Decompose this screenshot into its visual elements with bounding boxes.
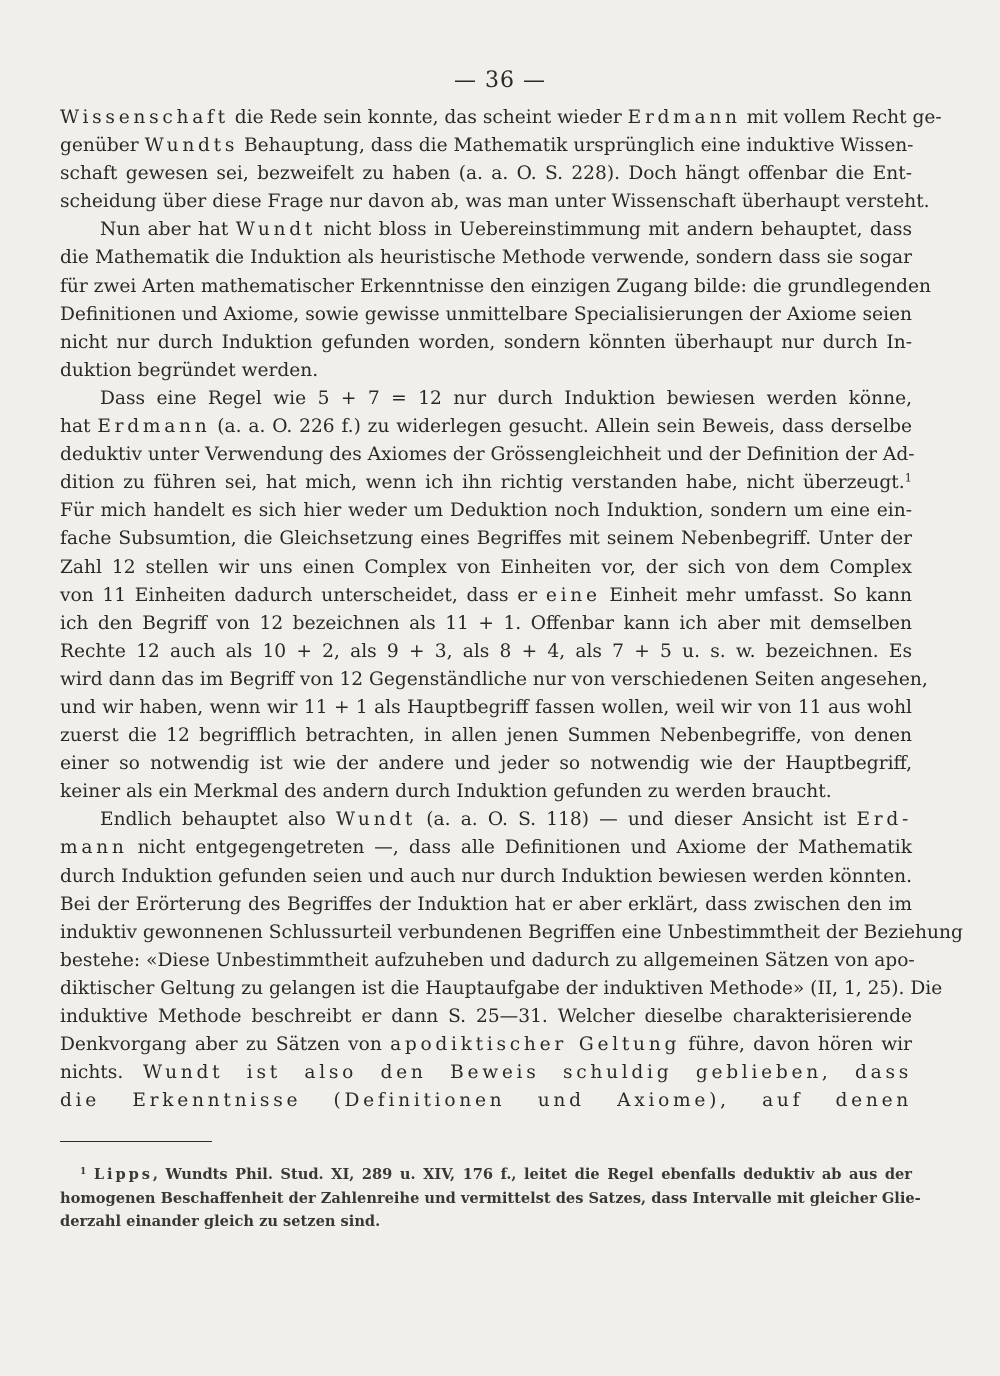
text-line: genüber Wundts Behauptung, dass die Mathematik ursprünglich eine induktive Wissen- [60,135,914,157]
text-line: die Mathematik die Induktion als heuristische Methode verwende, sondern dass sie sogar [60,247,912,269]
text-line: deduktiv unter Verwendung des Axiomes der Grössengleichheit und der Definition der Ad- [60,444,915,466]
footnote-ref: 1 [904,470,912,485]
body-text [60,104,963,1115]
text-line: für zwei Arten mathematischer Erkenntnisse den einzigen Zugang bilde: die grundlegenden [60,275,931,297]
text-line: keiner als ein Merkmal des andern durch Induktion gefunden zu werden braucht. [60,781,832,803]
text-line: durch Induktion gefunden seien und auch nur durch Induktion bewiesen werden könnten. [60,865,912,887]
text-line: Wissenschaft die Rede sein konnte, das scheint wieder Erdmann mit vollem Recht ge- [60,107,942,128]
text-line-spaced: Wundt [335,809,417,831]
text-line: fache Subsumtion, die Gleichsetzung eines Begriffes mit seinem Nebenbegriff. Unter der [60,528,912,550]
text-line-spaced: apodiktischer Geltung [390,1034,681,1056]
text-line [60,1087,912,1115]
text-line-spaced: Erdmann [97,416,211,438]
footnote-divider [60,1141,212,1142]
text-line-spaced: mann [60,837,128,859]
footnote [60,1163,921,1234]
text-line: nichts. Wundt ist also den Beweis schuldig geblieben, dass [60,1062,912,1084]
text-line: Definitionen und Axiome, sowie gewisse unmittelbare Specialisierungen der Axiome seien [60,303,912,325]
text-line: scheidung über diese Frage nur davon ab, was man unter Wissenschaft überhaupt versteht. [60,191,930,213]
footnote-line: $^1$ Lipps, Wundts Phil. Stud. XI, 289 u. XIV, 176 f., leitet die Regel ebenfalls deduktiv ab aus der [80,1166,912,1183]
text-line: schaft gewesen sei, bezweifelt zu haben (a. a. O. S. 228). Doch hängt offenbar die Ent- [60,163,912,185]
text-line: Rechte 12 auch als 10 + 2, als 9 + 3, als 8 + 4, als 7 + 5 u. s. w. bezeichnen. Es [60,640,912,662]
text-line-spaced: Wundt ist also den Beweis schuldig geblieben, dass [143,1062,912,1084]
text-line: Denkvorgang aber zu Sätzen von apodiktischer Geltung führe, davon hören wir [60,1034,912,1056]
text-line-spaced: eine [545,584,601,606]
text-line: und wir haben, wenn wir 11 + 1 als Hauptbegriff fassen wollen, weil wir von 11 aus wohl [60,696,912,718]
text-line: einer so notwendig ist wie der andere und jeder so notwendig wie der Hauptbegriff, [60,753,912,775]
footnote-line: derzahl einander gleich zu setzen sind. [60,1213,381,1231]
text-line: zuerst die 12 begrifflich betrachten, in allen jenen Summen Nebenbegriffe, von denen [60,725,912,747]
text-line: induktive Methode beschreibt er dann S. 25—31. Welcher dieselbe charakterisierende [60,1006,912,1027]
text-line-spaced: Wundts [144,135,239,157]
text-line: hat Erdmann (a. a. O. 226 f.) zu widerlegen gesucht. Allein sein Beweis, dass derselbe [60,416,912,438]
page-number: — 36 — [454,68,546,93]
text-line: Dass eine Regel wie 5 + 7 = 12 nur durch Induktion bewiesen werden könne, [100,387,912,409]
text-line-spaced: Wissenschaft [60,107,229,128]
text-line: induktiv gewonnenen Schlussurteil verbundenen Begriffen eine Unbestimmtheit der Beziehung [60,921,963,943]
text-line: duktion begründet werden. [60,359,319,381]
text-line: bestehe: «Diese Unbestimmtheit aufzuheben und dadurch zu allgemeinen Sätzen von apo- [60,949,915,971]
text-line: Zahl 12 stellen wir uns einen Complex von Einheiten vor, der sich von dem Complex [60,556,912,578]
footnote-marker: 1 [80,1167,87,1178]
footnote-line: homogenen Beschaffenheit der Zahlenreihe und vermittelst des Satzes, dass Intervalle mit gleicher Glie- [60,1189,921,1207]
text-line: Für mich handelt es sich hier weder um Deduktion noch Induktion, sondern um eine ein- [60,500,912,522]
text-line: dition zu führen sei, hat mich, wenn ich ihn richtig verstanden habe, nicht überzeugt.$^1$ [60,470,912,494]
text-line: diktischer Geltung zu gelangen ist die Hauptaufgabe der induktiven Methode» (II, 1, 25). Die [60,977,943,999]
text-line: wird dann das im Begriff von 12 Gegenständliche nur von verschiedenen Seiten angesehen, [60,668,928,690]
footnote-author: Lipps [93,1166,153,1183]
text-line: Endlich behauptet also Wundt (a. a. O. S. 118) — und dieser Ansicht ist Erd- [100,809,912,831]
text-line: von 11 Einheiten dadurch unterscheidet, dass er eine Einheit mehr umfasst. So kann [60,584,913,606]
text-line-spaced: Erdmann [627,107,741,128]
text-line-spaced: die Erkenntnisse (Definitionen und Axiome), auf denen [60,1090,912,1112]
text-line-spaced: Wundt [235,219,317,241]
text-line: ich den Begriff von 12 bezeichnen als 11 + 1. Offenbar kann ich aber mit demselben [60,612,912,634]
text-line-spaced: Erd- [856,809,912,831]
text-line: Bei der Erörterung des Begriffes der Induktion hat er aber erklärt, dass zwischen den im [60,893,912,915]
text-line: Nun aber hat Wundt nicht bloss in Uebereinstimmung mit andern behauptet, dass [100,219,912,241]
text-line: mann nicht entgegengetreten —, dass alle Definitionen und Axiome der Mathematik [60,837,912,859]
text-line: nicht nur durch Induktion gefunden worden, sondern könnten überhaupt nur durch In- [60,331,912,353]
